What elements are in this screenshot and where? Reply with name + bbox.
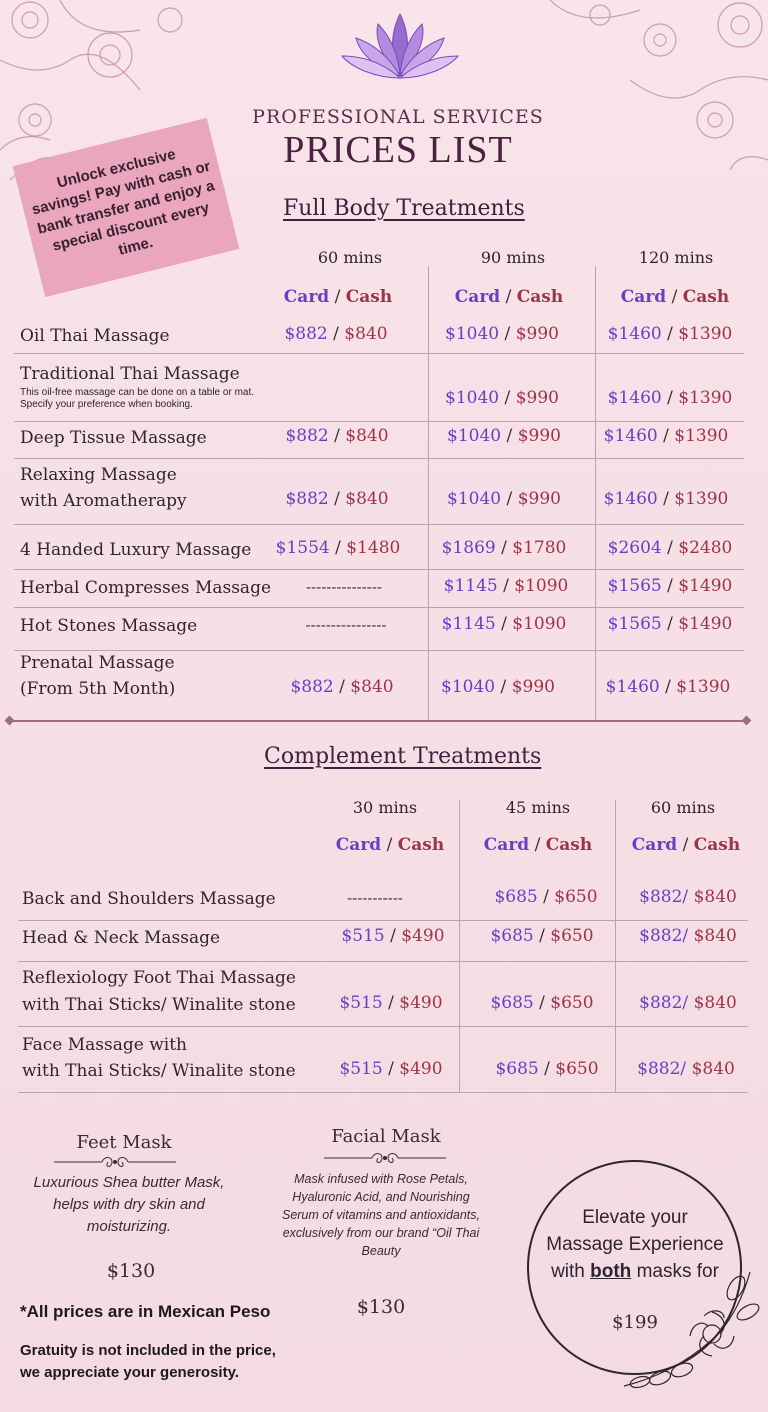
row-divider bbox=[18, 1026, 748, 1027]
price-120: $1460 / $1390 bbox=[605, 677, 731, 697]
service-name: Face Massage with bbox=[22, 1035, 188, 1055]
price-120: $1460 / $1390 bbox=[603, 426, 729, 446]
service-name: Prenatal Massage bbox=[20, 653, 175, 673]
service-name: Reflexiology Foot Thai Massage bbox=[22, 968, 296, 988]
currency-note: *All prices are in Mexican Peso bbox=[20, 1302, 271, 1321]
service-name: Head & Neck Massage bbox=[22, 928, 221, 948]
gratuity-note: Gratuity is not included in the price, we appreciate your generosity. bbox=[20, 1342, 276, 1381]
service-name: Hot Stones Massage bbox=[20, 616, 198, 636]
service-name: Back and Shoulders Massage bbox=[22, 889, 276, 909]
service-name-line2: with Aromatherapy bbox=[20, 491, 187, 511]
card-cash-header-30: Card / Cash bbox=[335, 835, 445, 855]
row-divider bbox=[14, 421, 744, 422]
price-45: $685 / $650 bbox=[495, 1059, 599, 1079]
card-cash-header-45: Card / Cash bbox=[483, 835, 593, 855]
service-name-line2: (From 5th Month) bbox=[20, 679, 176, 699]
row-divider bbox=[14, 458, 744, 459]
service-name-line2: with Thai Sticks/ Winalite stone bbox=[22, 1061, 296, 1081]
ornament-icon bbox=[52, 1154, 178, 1170]
complement-title: Complement Treatments bbox=[264, 744, 542, 769]
feet-mask-description: Luxurious Shea butter Mask, helps with dry skin and moisturizing. bbox=[33, 1174, 225, 1235]
row-divider bbox=[18, 1092, 748, 1093]
price-60: $882/ $840 bbox=[639, 926, 737, 946]
lotus-logo-icon bbox=[340, 10, 460, 88]
price-90: $1040 / $990 bbox=[447, 426, 561, 446]
price-60: $882 / $840 bbox=[290, 677, 394, 697]
price-90: $1145 / $1090 bbox=[443, 576, 569, 596]
flower-branch-icon bbox=[620, 1252, 768, 1392]
price-60: $882 / $840 bbox=[284, 324, 388, 344]
price-90: $1145 / $1090 bbox=[441, 614, 567, 634]
promo-badge: Unlock exclusive savings! Pay with cash or bank transfer and enjoy a special discount every time. bbox=[13, 118, 240, 297]
card-cash-header-60: Card / Cash bbox=[283, 287, 393, 307]
price-90: $1040 / $990 bbox=[441, 677, 555, 697]
service-name: Deep Tissue Massage bbox=[20, 428, 207, 448]
price-45: $685 / $650 bbox=[490, 993, 594, 1013]
price-30: $515 / $490 bbox=[341, 926, 445, 946]
price-60: $882 / $840 bbox=[285, 489, 389, 509]
divider-dot-icon bbox=[5, 716, 15, 726]
service-name: Oil Thai Massage bbox=[20, 326, 170, 346]
price-90: $1040 / $990 bbox=[447, 489, 561, 509]
grid-divider bbox=[615, 800, 616, 1092]
price-90: $1040 / $990 bbox=[445, 324, 559, 344]
service-note: This oil-free massage can be done on a table or mat. Specify your preference when booking. bbox=[20, 387, 255, 410]
price-120: $1460 / $1390 bbox=[607, 388, 733, 408]
price-120: $1460 / $1390 bbox=[607, 324, 733, 344]
price-unavailable: --------------- bbox=[305, 578, 383, 596]
price-120: $1565 / $1490 bbox=[607, 614, 733, 634]
row-divider bbox=[18, 920, 748, 921]
price-90: $1869 / $1780 bbox=[441, 538, 567, 558]
duration-header-90: 90 mins bbox=[480, 248, 546, 267]
row-divider bbox=[14, 607, 744, 608]
card-cash-header-60: Card / Cash bbox=[631, 835, 741, 855]
section-divider bbox=[8, 720, 748, 722]
row-divider bbox=[14, 569, 744, 570]
price-unavailable: ----------- bbox=[347, 889, 403, 907]
duration-header-120: 120 mins bbox=[638, 248, 714, 267]
price-60: $882/ $840 bbox=[639, 887, 737, 907]
facial-mask-title: Facial Mask bbox=[331, 1126, 441, 1147]
price-60: $882 / $840 bbox=[285, 426, 389, 446]
facial-mask-description: Mask infused with Rose Petals, Hyaluronic Acid, and Nourishing Serum of vitamins and antioxidants, exclusively from our brand “Oil Thai Beauty bbox=[281, 1172, 481, 1258]
row-divider bbox=[14, 524, 744, 525]
price-120: $2604 / $2480 bbox=[607, 538, 733, 558]
card-cash-header-90: Card / Cash bbox=[454, 287, 564, 307]
header-subtitle: PROFESSIONAL SERVICES bbox=[252, 106, 544, 128]
bundle-text: Elevate your Massage Experience with both masks for bbox=[546, 1207, 724, 1282]
price-60: $1554 / $1480 bbox=[275, 538, 401, 558]
ornament-icon bbox=[322, 1150, 448, 1166]
price-60: $882/ $840 bbox=[637, 1059, 735, 1079]
divider-dot-icon bbox=[742, 716, 752, 726]
page-title: PRICES LIST bbox=[283, 129, 513, 171]
service-name: Relaxing Massage bbox=[20, 465, 177, 485]
service-name: Traditional Thai Massage bbox=[20, 364, 240, 384]
feet-mask-title: Feet Mask bbox=[76, 1132, 172, 1153]
service-name: Herbal Compresses Massage bbox=[20, 578, 272, 598]
price-90: $1040 / $990 bbox=[445, 388, 559, 408]
feet-mask-price: $130 bbox=[106, 1260, 156, 1282]
price-120: $1460 / $1390 bbox=[603, 489, 729, 509]
row-divider bbox=[18, 961, 748, 962]
price-120: $1565 / $1490 bbox=[607, 576, 733, 596]
row-divider bbox=[14, 353, 744, 354]
facial-mask-price: $130 bbox=[356, 1296, 406, 1318]
price-45: $685 / $650 bbox=[490, 926, 594, 946]
price-unavailable: ---------------- bbox=[305, 616, 387, 634]
bundle-price: $199 bbox=[612, 1312, 658, 1333]
price-30: $515 / $490 bbox=[339, 993, 443, 1013]
price-30: $515 / $490 bbox=[339, 1059, 443, 1079]
price-45: $685 / $650 bbox=[494, 887, 598, 907]
duration-header-45: 45 mins bbox=[505, 798, 571, 817]
full-body-title: Full Body Treatments bbox=[283, 196, 525, 221]
duration-header-60: 60 mins bbox=[650, 798, 716, 817]
duration-header-60: 60 mins bbox=[317, 248, 383, 267]
duration-header-30: 30 mins bbox=[352, 798, 418, 817]
service-name-line2: with Thai Sticks/ Winalite stone bbox=[22, 995, 296, 1015]
service-name: 4 Handed Luxury Massage bbox=[20, 540, 252, 560]
card-cash-header-120: Card / Cash bbox=[620, 287, 730, 307]
price-60: $882/ $840 bbox=[639, 993, 737, 1013]
grid-divider bbox=[459, 800, 460, 1092]
